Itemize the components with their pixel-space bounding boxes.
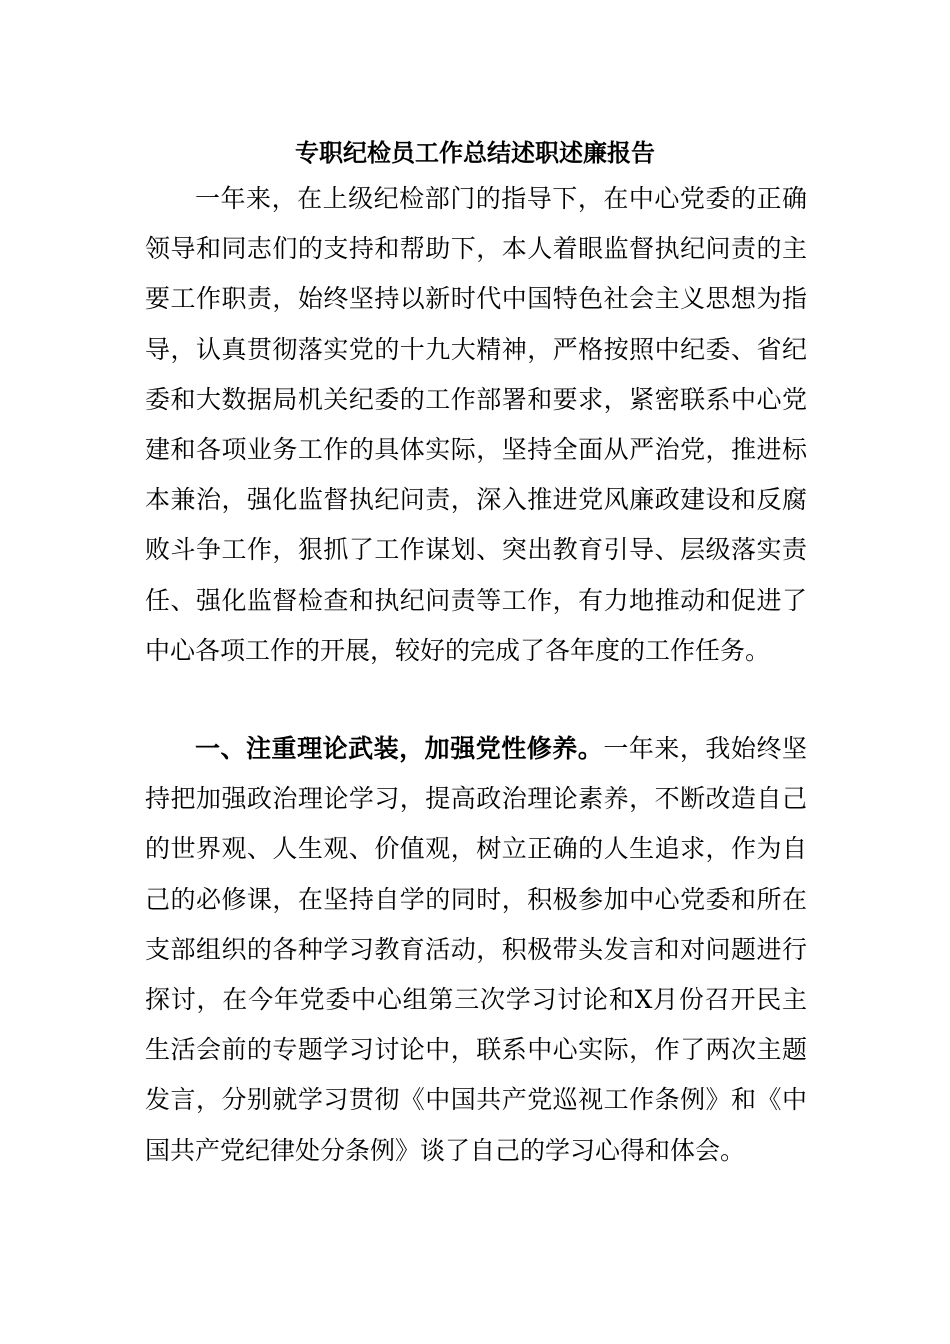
section-one-heading: 一、注重理论武装，加强党性修养。 [195,734,604,763]
paragraph-section-one [145,724,807,1176]
document-title: 专职纪检员工作总结述职述廉报告 [295,138,655,167]
paragraph-intro: 一年来，在上级纪检部门的指导下，在中心党委的正确领导和同志们的支持和帮助下，本人着眼监督执纪问责的主要工作职责，始终坚持以新时代中国特色社会主义思想为指导，认真贯彻落实党的十九大精神，严格按照中纪委、省纪委和大数据局机关纪委的工作部署和要求，紧密联系中心党建和各项业务工作的具体实际，坚持全面从严治党，推进标本兼治，强化监督执纪问责，深入推进党风廉政建设和反腐败斗争工作，狠抓了工作谋划、突出教育引导、层级落实责任、强化监督检查和执纪问责等工作，有力地推动和促进了中心各项工作的开展，较好的完成了各年度的工作任务。 [145,184,807,665]
section-one-body: 一年来，我始终坚持把加强政治理论学习，提高政治理论素养，不断改造自己的世界观、人生观、价值观，树立正确的人生追求，作为自己的必修课，在坚持自学的同时，积极参加中心党委和所在支部组织的各种学习教育活动，积极带头发言和对问题进行探讨，在今年党委中心组第三次学习讨论和X月份召开民主生活会前的专题学习讨论中，联系中心实际，作了两次主题发言，分别就学习贯彻《中国共产党巡视工作条例》和《中国共产党纪律处分条例》谈了自己的学习心得和体会。 [145,734,807,1165]
